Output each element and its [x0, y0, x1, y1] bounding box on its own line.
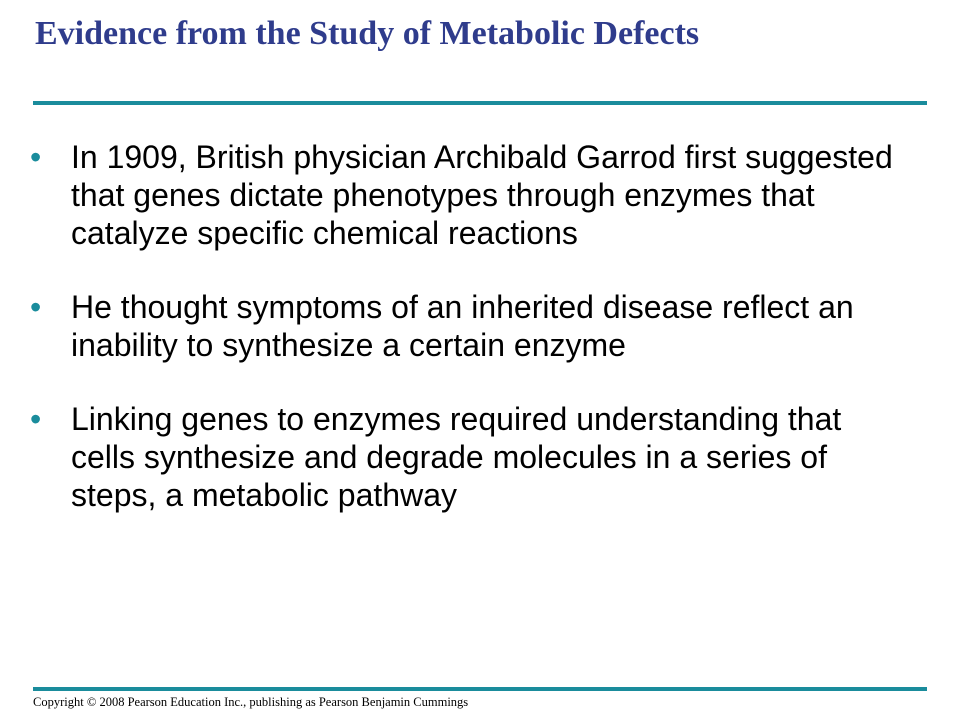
bullet-text: In 1909, British physician Archibald Garrod first suggested that genes dictate phenotypes through enzymes that catalyze specific chemical reactions: [71, 139, 893, 251]
bullet-list: [30, 138, 910, 550]
bullet-text: Linking genes to enzymes required understanding that cells synthesize and degrade molecules in a series of steps, a metabolic pathway: [71, 401, 842, 513]
bullet-marker: •: [30, 139, 42, 175]
bullet-text: He thought symptoms of an inherited disease reflect an inability to synthesize a certain enzyme: [71, 289, 854, 363]
footer-divider: [33, 687, 927, 691]
bullet-item: [30, 400, 910, 514]
bullet-marker: •: [30, 289, 42, 325]
bullet-item: [30, 138, 910, 252]
title-divider: [33, 101, 927, 105]
bullet-marker: •: [30, 401, 42, 437]
copyright-notice: Copyright © 2008 Pearson Education Inc., publishing as Pearson Benjamin Cummings: [33, 695, 469, 709]
bullet-item: [30, 288, 910, 364]
slide-title: Evidence from the Study of Metabolic Defects: [35, 15, 700, 52]
